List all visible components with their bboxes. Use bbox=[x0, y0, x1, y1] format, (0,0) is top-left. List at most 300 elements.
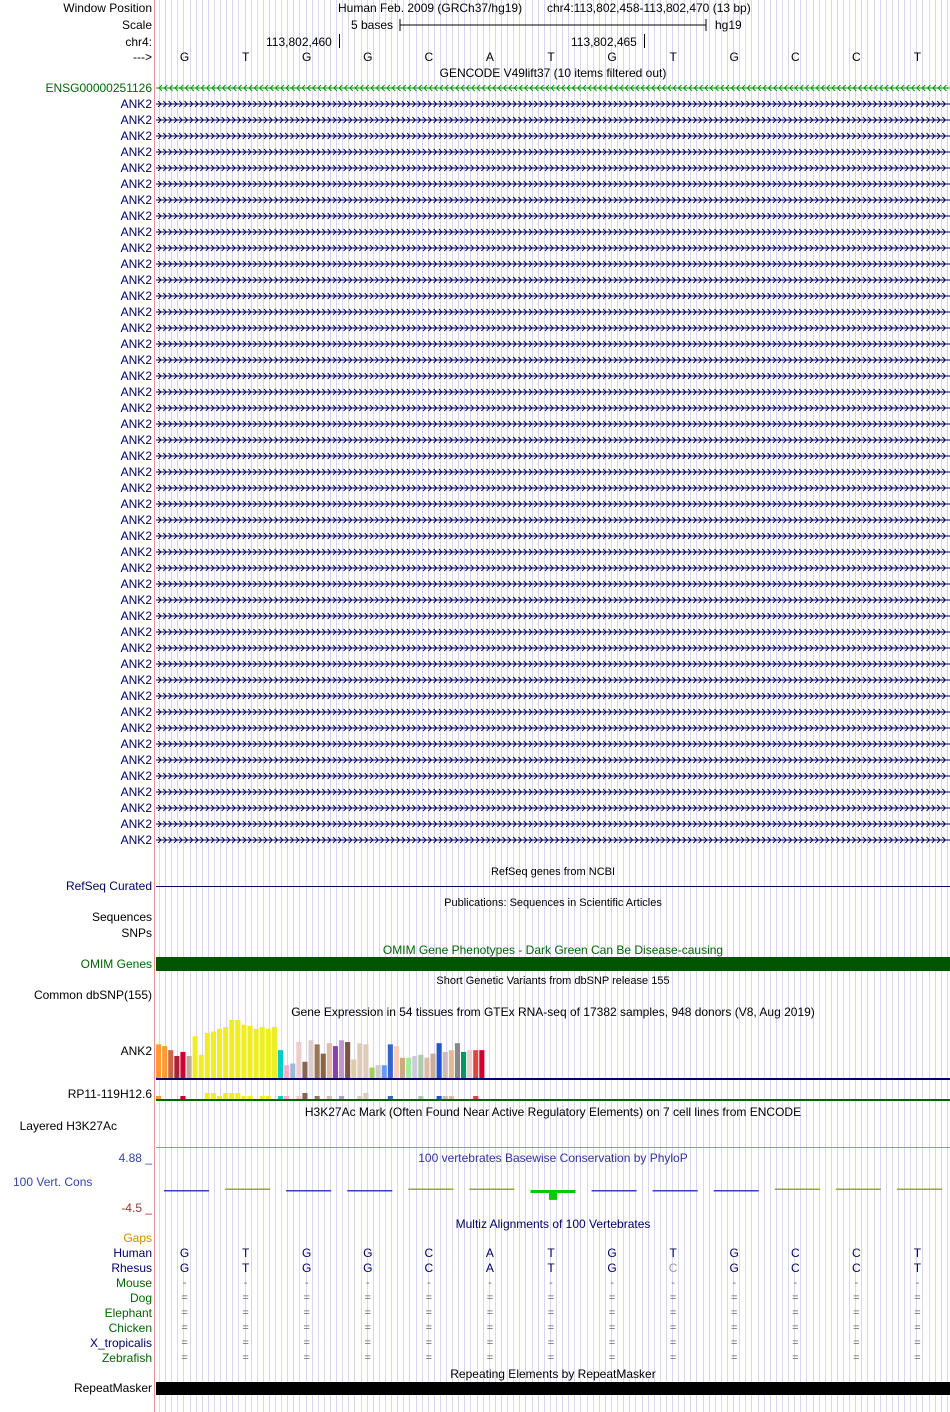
gtex-tissue-bar[interactable] bbox=[479, 1050, 484, 1078]
gtex-tissue-bar[interactable] bbox=[199, 1055, 204, 1078]
phylop-score[interactable] bbox=[897, 1189, 942, 1191]
multiz-base: = bbox=[303, 1322, 310, 1334]
gencode-gene-label[interactable]: ANK2 bbox=[120, 369, 152, 383]
gencode-gene-label[interactable]: ANK2 bbox=[120, 353, 152, 367]
gencode-transcript[interactable] bbox=[156, 434, 950, 446]
gtex-tissue-bar[interactable] bbox=[223, 1027, 228, 1078]
gencode-transcript[interactable] bbox=[156, 178, 950, 190]
publications-title: Publications: Sequences in Scientific Articles bbox=[444, 897, 662, 909]
gtex-tissue-bar[interactable] bbox=[418, 1055, 423, 1078]
multiz-base: = bbox=[792, 1307, 799, 1319]
gtex-tissue-bar[interactable] bbox=[449, 1096, 454, 1099]
gencode-transcript[interactable] bbox=[156, 450, 950, 462]
gtex-tissue-bar[interactable] bbox=[363, 1093, 368, 1099]
gencode-transcript[interactable] bbox=[156, 322, 950, 334]
gencode-transcript[interactable] bbox=[156, 786, 950, 798]
gtex-tissue-bar[interactable] bbox=[443, 1096, 448, 1099]
gtex-tissue-bar[interactable] bbox=[235, 1093, 240, 1099]
gtex-tissue-bar[interactable] bbox=[260, 1027, 265, 1078]
multiz-base: = bbox=[547, 1337, 555, 1349]
gencode-transcript[interactable] bbox=[156, 114, 950, 126]
h3k27ac-track[interactable] bbox=[156, 1147, 950, 1148]
multiz-base: = bbox=[731, 1307, 738, 1319]
gencode-transcript[interactable] bbox=[156, 370, 950, 382]
multiz-species-label[interactable]: Human bbox=[113, 1246, 152, 1260]
gencode-transcript[interactable] bbox=[156, 386, 950, 398]
gtex-tissue-bar[interactable] bbox=[388, 1096, 393, 1099]
gtex-tissue-bar[interactable] bbox=[174, 1056, 179, 1078]
gtex-tissue-bar[interactable] bbox=[382, 1065, 387, 1078]
gtex-tissue-bar[interactable] bbox=[370, 1068, 375, 1078]
gencode-gene-label[interactable]: ANK2 bbox=[120, 113, 152, 127]
gencode-transcript[interactable] bbox=[156, 418, 950, 430]
gtex-tissue-bar[interactable] bbox=[357, 1096, 362, 1099]
dbsnp-label[interactable]: Common dbSNP(155) bbox=[33, 988, 152, 1002]
omim-track[interactable] bbox=[156, 957, 950, 971]
reference-base: C bbox=[424, 50, 434, 64]
multiz-base: T bbox=[547, 1246, 555, 1260]
multiz-base: = bbox=[425, 1352, 433, 1364]
gencode-transcript[interactable] bbox=[156, 242, 950, 254]
multiz-base: T bbox=[241, 1246, 250, 1260]
multiz-base: = bbox=[242, 1352, 249, 1364]
gencode-transcript[interactable] bbox=[156, 738, 950, 750]
reference-base: G bbox=[179, 50, 190, 64]
gencode-gene-label[interactable]: ANK2 bbox=[120, 625, 152, 639]
gencode-transcript[interactable] bbox=[156, 146, 950, 158]
gencode-transcript[interactable] bbox=[156, 834, 950, 846]
gencode-gene-label[interactable]: ANK2 bbox=[120, 305, 152, 319]
multiz-base: = bbox=[425, 1292, 433, 1304]
multiz-base: - bbox=[243, 1277, 248, 1289]
multiz-base: = bbox=[853, 1337, 860, 1349]
multiz-base: A bbox=[485, 1261, 494, 1275]
gtex-tissue-bar[interactable] bbox=[296, 1096, 301, 1099]
gtex-tissue-bar[interactable] bbox=[327, 1043, 332, 1078]
gencode-gene-label[interactable]: ANK2 bbox=[120, 817, 152, 831]
phylop-score[interactable] bbox=[225, 1189, 270, 1191]
gencode-gene-label[interactable]: ANK2 bbox=[120, 833, 152, 847]
gencode-transcript[interactable] bbox=[156, 578, 950, 590]
multiz-base: G bbox=[729, 1246, 739, 1260]
gtex-tissue-bar[interactable] bbox=[180, 1052, 185, 1078]
multiz-base: = bbox=[486, 1292, 494, 1304]
gencode-transcript[interactable] bbox=[156, 210, 950, 222]
gtex-ank2-label[interactable]: ANK2 bbox=[120, 1044, 152, 1058]
multiz-base: T bbox=[669, 1246, 677, 1260]
gtex-tissue-bar[interactable] bbox=[327, 1096, 332, 1099]
phylop-track[interactable] bbox=[156, 1163, 950, 1213]
phylop-score[interactable] bbox=[469, 1189, 514, 1191]
gtex-tissue-bar[interactable] bbox=[431, 1054, 436, 1078]
multiz-base: = bbox=[181, 1352, 188, 1364]
gtex-tissue-bar[interactable] bbox=[376, 1065, 381, 1078]
multiz-species-label[interactable]: Rhesus bbox=[111, 1261, 152, 1275]
gtex-tissue-bar[interactable] bbox=[248, 1096, 253, 1099]
gencode-gene-label[interactable]: ANK2 bbox=[120, 209, 152, 223]
gencode-transcript[interactable] bbox=[156, 98, 950, 110]
multiz-species-label[interactable]: Mouse bbox=[115, 1276, 152, 1290]
gencode-gene-label[interactable]: ANK2 bbox=[120, 513, 152, 527]
gencode-gene-label[interactable]: ANK2 bbox=[120, 561, 152, 575]
multiz-base: C bbox=[668, 1261, 678, 1275]
coord-tick-mark-2 bbox=[644, 34, 645, 48]
omim-label[interactable]: OMIM Genes bbox=[80, 957, 152, 971]
gtex-tissue-bar[interactable] bbox=[156, 1096, 161, 1099]
gtex-tissue-bar[interactable] bbox=[205, 1033, 210, 1078]
gtex-tissue-bar[interactable] bbox=[205, 1093, 210, 1099]
multiz-base: A bbox=[485, 1246, 494, 1260]
gencode-transcript[interactable] bbox=[156, 642, 950, 654]
gencode-gene-label[interactable]: ANK2 bbox=[120, 609, 152, 623]
multiz-base: - bbox=[854, 1277, 859, 1289]
gencode-transcript[interactable] bbox=[156, 354, 950, 366]
multiz-base: = bbox=[547, 1352, 555, 1364]
gtex-tissue-bar[interactable] bbox=[266, 1096, 271, 1099]
phylop-score[interactable] bbox=[653, 1190, 698, 1192]
multiz-base: = bbox=[364, 1322, 371, 1334]
gtex-tissue-bar[interactable] bbox=[266, 1029, 271, 1078]
multiz-base: G bbox=[607, 1246, 617, 1260]
label-divider bbox=[154, 0, 155, 1412]
multiz-base: = bbox=[486, 1337, 494, 1349]
gencode-transcript[interactable] bbox=[156, 514, 950, 526]
reference-base: G bbox=[607, 50, 617, 64]
gtex-tissue-bar[interactable] bbox=[278, 1096, 283, 1099]
gtex-tissue-bar[interactable] bbox=[424, 1058, 429, 1078]
gtex-tissue-bar[interactable] bbox=[187, 1056, 192, 1078]
gencode-transcript[interactable] bbox=[156, 402, 950, 414]
gtex-tissue-bar[interactable] bbox=[241, 1025, 246, 1078]
reference-base: C bbox=[852, 50, 861, 64]
gencode-transcript[interactable] bbox=[156, 338, 950, 350]
multiz-base: G bbox=[302, 1246, 312, 1260]
gtex-tissue-bar[interactable] bbox=[333, 1046, 338, 1078]
gtex-tissue-bar[interactable] bbox=[315, 1096, 320, 1099]
phylop-score[interactable] bbox=[347, 1190, 392, 1192]
multiz-base: = bbox=[853, 1292, 860, 1304]
assembly-text: Human Feb. 2009 (GRCh37/hg19) bbox=[338, 1, 523, 15]
gencode-transcript[interactable] bbox=[156, 290, 950, 302]
gencode-gene-label[interactable]: ANK2 bbox=[120, 417, 152, 431]
gencode-gene-label[interactable]: ANK2 bbox=[120, 241, 152, 255]
gencode-gene-label[interactable]: ANK2 bbox=[120, 193, 152, 207]
multiz-base: = bbox=[486, 1307, 494, 1319]
gtex-tissue-bar[interactable] bbox=[394, 1046, 399, 1078]
multiz-base: G bbox=[179, 1246, 190, 1260]
multiz-species-label[interactable]: X_tropicalis bbox=[89, 1336, 152, 1350]
gtex-tissue-bar[interactable] bbox=[321, 1054, 326, 1078]
gtex-tissue-bar[interactable] bbox=[345, 1042, 350, 1078]
refseq-track[interactable] bbox=[156, 886, 950, 887]
gencode-gene-label[interactable]: ANK2 bbox=[120, 801, 152, 815]
multiz-species-label[interactable]: Zebrafish bbox=[101, 1351, 152, 1365]
gtex-tissue-bar[interactable] bbox=[241, 1096, 246, 1099]
gencode-transcript[interactable] bbox=[156, 274, 950, 286]
gtex-tissue-bar[interactable] bbox=[302, 1093, 307, 1099]
multiz-base: C bbox=[852, 1261, 861, 1275]
publications-snps-label[interactable]: SNPs bbox=[121, 926, 152, 940]
multiz-species-label[interactable]: Elephant bbox=[104, 1306, 152, 1320]
repeatmasker-track[interactable] bbox=[156, 1382, 950, 1395]
gtex-tissue-bar[interactable] bbox=[437, 1096, 442, 1099]
multiz-base: C bbox=[790, 1246, 800, 1260]
multiz-base: - bbox=[732, 1277, 737, 1289]
phylop-score[interactable] bbox=[408, 1189, 453, 1191]
gencode-transcript[interactable] bbox=[156, 722, 950, 734]
gencode-gene-label[interactable]: ANK2 bbox=[120, 529, 152, 543]
gtex-tissue-bar[interactable] bbox=[260, 1096, 265, 1099]
gencode-gene-label[interactable]: ANK2 bbox=[120, 97, 152, 111]
gtex-tissue-bar[interactable] bbox=[156, 1044, 161, 1078]
gencode-transcript[interactable] bbox=[156, 498, 950, 510]
gencode-gene-label[interactable]: ANK2 bbox=[120, 177, 152, 191]
gtex-tissue-bar[interactable] bbox=[229, 1093, 234, 1099]
gtex-ank2-bars[interactable] bbox=[156, 1018, 950, 1082]
phylop-score[interactable] bbox=[286, 1190, 331, 1192]
gencode-transcript[interactable] bbox=[156, 466, 950, 478]
gtex-tissue-bar[interactable] bbox=[357, 1043, 362, 1078]
gencode-gene-label[interactable]: ANK2 bbox=[120, 449, 152, 463]
ensg-transcript-track[interactable] bbox=[156, 82, 950, 94]
reference-base: T bbox=[669, 50, 677, 64]
reference-base: T bbox=[913, 50, 922, 64]
gencode-transcript[interactable] bbox=[156, 802, 950, 814]
gencode-gene-label[interactable]: ANK2 bbox=[120, 433, 152, 447]
gtex-tissue-bar[interactable] bbox=[309, 1040, 314, 1078]
gtex-tissue-bar[interactable] bbox=[211, 1093, 216, 1099]
gencode-gene-label[interactable]: ANK2 bbox=[120, 769, 152, 783]
gtex-tissue-bar[interactable] bbox=[272, 1027, 277, 1078]
gencode-gene-label[interactable]: ANK2 bbox=[120, 289, 152, 303]
gtex-tissue-bar[interactable] bbox=[406, 1058, 411, 1078]
multiz-base: T bbox=[913, 1261, 922, 1275]
gencode-gene-label[interactable]: ANK2 bbox=[120, 129, 152, 143]
gtex-tissue-bar[interactable] bbox=[437, 1043, 442, 1078]
gencode-transcript[interactable] bbox=[156, 770, 950, 782]
multiz-base: = bbox=[181, 1322, 188, 1334]
gtex-tissue-bar[interactable] bbox=[211, 1032, 216, 1078]
gtex-tissue-bar[interactable] bbox=[229, 1020, 234, 1078]
multiz-base: C bbox=[790, 1261, 800, 1275]
phylop-score[interactable] bbox=[592, 1190, 637, 1192]
multiz-base: = bbox=[303, 1292, 310, 1304]
gencode-transcript[interactable] bbox=[156, 194, 950, 206]
gencode-gene-label[interactable]: ANK2 bbox=[120, 737, 152, 751]
gencode-transcript[interactable] bbox=[156, 546, 950, 558]
multiz-base: - bbox=[915, 1277, 920, 1289]
reference-base: T bbox=[241, 50, 250, 64]
publications-sequences-label[interactable]: Sequences bbox=[91, 910, 152, 924]
gencode-gene-label[interactable]: ANK2 bbox=[120, 145, 152, 159]
gtex-tissue-bar[interactable] bbox=[278, 1050, 283, 1078]
gencode-transcript[interactable] bbox=[156, 130, 950, 142]
gencode-transcript[interactable] bbox=[156, 690, 950, 702]
multiz-base: = bbox=[914, 1352, 921, 1364]
gencode-gene-label[interactable]: ANK2 bbox=[120, 689, 152, 703]
multiz-base: = bbox=[425, 1322, 433, 1334]
refseq-label[interactable]: RefSeq Curated bbox=[65, 879, 152, 893]
multiz-base: - bbox=[182, 1277, 187, 1289]
gtex-tissue-bar[interactable] bbox=[254, 1029, 259, 1078]
gencode-gene-label[interactable]: ANK2 bbox=[120, 401, 152, 415]
window-position-label: Window Position bbox=[63, 1, 152, 15]
gencode-gene-label[interactable]: ANK2 bbox=[120, 785, 152, 799]
gtex-tissue-bar[interactable] bbox=[400, 1058, 405, 1078]
multiz-base: C bbox=[852, 1246, 861, 1260]
gtex-tissue-bar[interactable] bbox=[290, 1064, 295, 1079]
gencode-transcript[interactable] bbox=[156, 594, 950, 606]
gencode-gene-label[interactable]: ANK2 bbox=[120, 545, 152, 559]
gtex-tissue-bar[interactable] bbox=[363, 1044, 368, 1078]
gencode-transcript[interactable] bbox=[156, 482, 950, 494]
phylop-score[interactable] bbox=[714, 1190, 759, 1192]
gtex-tissue-bar[interactable] bbox=[351, 1059, 356, 1078]
multiz-base: = bbox=[731, 1352, 738, 1364]
multiz-base: = bbox=[242, 1322, 249, 1334]
multiz-base: T bbox=[241, 1261, 250, 1275]
gencode-gene-label[interactable]: ANK2 bbox=[120, 657, 152, 671]
gtex-tissue-bar[interactable] bbox=[180, 1096, 185, 1099]
multiz-base: = bbox=[242, 1337, 249, 1349]
gtex-tissue-bar[interactable] bbox=[193, 1036, 198, 1078]
scale-label: Scale bbox=[121, 18, 152, 32]
gencode-gene-label[interactable]: ANK2 bbox=[120, 161, 152, 175]
multiz-base: = bbox=[853, 1307, 860, 1319]
multiz-base: G bbox=[607, 1261, 617, 1275]
multiz-base: - bbox=[304, 1277, 309, 1289]
gtex-tissue-bar[interactable] bbox=[302, 1062, 307, 1078]
multiz-base: C bbox=[424, 1246, 434, 1260]
multiz-base: = bbox=[303, 1337, 310, 1349]
multiz-base: = bbox=[364, 1352, 371, 1364]
gencode-first-label[interactable]: ENSG00000251126 bbox=[45, 81, 152, 95]
multiz-base: = bbox=[425, 1337, 433, 1349]
gencode-transcript[interactable] bbox=[156, 658, 950, 670]
gtex-tissue-bar[interactable] bbox=[449, 1050, 454, 1078]
gencode-gene-label[interactable]: ANK2 bbox=[120, 257, 152, 271]
gtex-tissue-bar[interactable] bbox=[443, 1052, 448, 1078]
gencode-gene-label[interactable]: ANK2 bbox=[120, 593, 152, 607]
gtex-tissue-bar[interactable] bbox=[339, 1040, 344, 1078]
gencode-transcript[interactable] bbox=[156, 530, 950, 542]
gencode-transcript[interactable] bbox=[156, 706, 950, 718]
multiz-base: = bbox=[486, 1322, 494, 1334]
multiz-base: = bbox=[547, 1307, 555, 1319]
gencode-gene-label[interactable]: ANK2 bbox=[120, 273, 152, 287]
gencode-transcript[interactable] bbox=[156, 818, 950, 830]
gtex-tissue-bar[interactable] bbox=[461, 1052, 466, 1078]
gencode-gene-label[interactable]: ANK2 bbox=[120, 673, 152, 687]
gtex-tissue-bar[interactable] bbox=[162, 1046, 167, 1078]
gtex-tissue-bar[interactable] bbox=[284, 1096, 289, 1099]
gencode-transcript[interactable] bbox=[156, 306, 950, 318]
gencode-gene-label[interactable]: ANK2 bbox=[120, 721, 152, 735]
phylop-score[interactable] bbox=[549, 1190, 557, 1200]
gencode-transcript[interactable] bbox=[156, 162, 950, 174]
multiz-species-label[interactable]: Dog bbox=[129, 1291, 152, 1305]
gencode-gene-label[interactable]: ANK2 bbox=[120, 337, 152, 351]
multiz-base: = bbox=[303, 1352, 310, 1364]
phylop-score[interactable] bbox=[775, 1189, 820, 1191]
multiz-base: G bbox=[363, 1246, 373, 1260]
gtex-tissue-bar[interactable] bbox=[418, 1096, 423, 1099]
gtex-tissue-bar[interactable] bbox=[217, 1096, 222, 1099]
phylop-score[interactable] bbox=[164, 1190, 209, 1192]
gtex-tissue-bar[interactable] bbox=[455, 1043, 460, 1078]
multiz-base: = bbox=[853, 1352, 860, 1364]
gencode-gene-label[interactable]: ANK2 bbox=[120, 385, 152, 399]
gtex-tissue-bar[interactable] bbox=[284, 1065, 289, 1078]
gencode-title: GENCODE V49lift37 (10 items filtered out) bbox=[439, 66, 667, 80]
gencode-transcript[interactable] bbox=[156, 258, 950, 270]
repeatmasker-label[interactable]: RepeatMasker bbox=[73, 1381, 152, 1395]
multiz-base: = bbox=[914, 1322, 921, 1334]
multiz-base: = bbox=[669, 1352, 677, 1364]
gtex-tissue-bar[interactable] bbox=[412, 1056, 417, 1078]
gtex-tissue-bar[interactable] bbox=[248, 1026, 253, 1078]
phylop-label[interactable]: 100 Vert. Cons bbox=[13, 1175, 93, 1189]
gtex-tissue-bar[interactable] bbox=[217, 1029, 222, 1078]
multiz-species-label[interactable]: Chicken bbox=[108, 1321, 152, 1335]
gencode-transcript[interactable] bbox=[156, 626, 950, 638]
gencode-gene-label[interactable]: ANK2 bbox=[120, 641, 152, 655]
gencode-transcript[interactable] bbox=[156, 754, 950, 766]
gencode-transcript[interactable] bbox=[156, 674, 950, 686]
gtex-tissue-bar[interactable] bbox=[467, 1050, 472, 1078]
gencode-gene-label[interactable]: ANK2 bbox=[120, 577, 152, 591]
gtex-tissue-bar[interactable] bbox=[296, 1042, 301, 1078]
multiz-base: = bbox=[608, 1292, 616, 1304]
gencode-gene-label[interactable]: ANK2 bbox=[120, 225, 152, 239]
gtex-rp11-bars[interactable] bbox=[156, 1084, 950, 1102]
gtex-tissue-bar[interactable] bbox=[473, 1096, 478, 1099]
scale-text: 5 bases bbox=[351, 18, 394, 32]
h3k27ac-label[interactable]: Layered H3K27Ac bbox=[19, 1119, 117, 1133]
phylop-score[interactable] bbox=[836, 1189, 881, 1191]
coord-tick-1: 113,802,460 bbox=[266, 35, 332, 49]
gencode-gene-label[interactable]: ANK2 bbox=[120, 705, 152, 719]
h3k27ac-title: H3K27Ac Mark (Often Found Near Active Regulatory Elements) on 7 cell lines from ENCODE bbox=[304, 1105, 802, 1119]
gencode-gene-label[interactable]: ANK2 bbox=[120, 481, 152, 495]
gtex-tissue-bar[interactable] bbox=[315, 1044, 320, 1078]
gencode-transcript[interactable] bbox=[156, 562, 950, 574]
gtex-tissue-bar[interactable] bbox=[339, 1096, 344, 1099]
gencode-transcript[interactable] bbox=[156, 226, 950, 238]
gtex-tissue-bar[interactable] bbox=[473, 1050, 478, 1078]
gencode-gene-label[interactable]: ANK2 bbox=[120, 465, 152, 479]
reference-base: T bbox=[547, 50, 555, 64]
gtex-tissue-bar[interactable] bbox=[223, 1093, 228, 1099]
multiz-title: Multiz Alignments of 100 Vertebrates bbox=[455, 1217, 651, 1231]
gtex-tissue-bar[interactable] bbox=[168, 1050, 173, 1078]
phylop-title: 100 vertebrates Basewise Conservation by PhyloP bbox=[418, 1151, 688, 1165]
gencode-gene-label[interactable]: ANK2 bbox=[120, 497, 152, 511]
db-text: hg19 bbox=[715, 18, 742, 32]
reference-base: G bbox=[302, 50, 312, 64]
gtex-tissue-bar[interactable] bbox=[235, 1020, 240, 1078]
gencode-transcript[interactable] bbox=[156, 610, 950, 622]
gtex-tissue-bar[interactable] bbox=[388, 1044, 393, 1078]
multiz-gaps-label: Gaps bbox=[123, 1231, 152, 1245]
gtex-rp11-label[interactable]: RP11-119H12.6 bbox=[67, 1087, 152, 1101]
gencode-gene-label[interactable]: ANK2 bbox=[120, 753, 152, 767]
gencode-gene-label[interactable]: ANK2 bbox=[120, 321, 152, 335]
gtex-title: Gene Expression in 54 tissues from GTEx RNA-seq of 17382 samples, 948 donors (V8, Aug 2019) bbox=[291, 1005, 815, 1019]
multiz-base: = bbox=[731, 1292, 738, 1304]
multiz-base: = bbox=[608, 1337, 616, 1349]
multiz-base: = bbox=[608, 1307, 616, 1319]
